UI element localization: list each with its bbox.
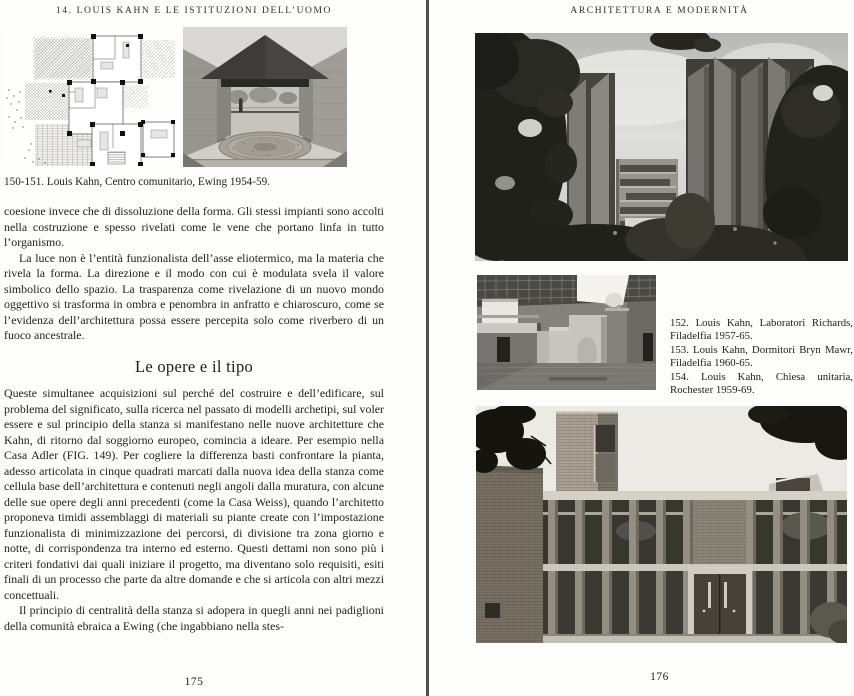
left-running-header: 14. LOUIS KAHN E LE ISTITUZIONI DELL’UOMO xyxy=(55,6,333,16)
right-running-header: ARCHITETTURA E MODERNITÀ xyxy=(570,6,749,16)
photo-caption: 153. Louis Kahn, Dormitori Bryn Mawr, Filadelfia 1960-65. xyxy=(670,343,853,370)
facade-photo-drawing xyxy=(476,406,847,643)
pavilion-photo-drawing xyxy=(183,27,347,167)
photo-captions xyxy=(670,317,853,397)
body-text xyxy=(4,204,384,634)
interior-photo-drawing xyxy=(477,275,656,390)
left-page-number: 175 xyxy=(184,676,204,688)
right-page-number: 176 xyxy=(650,671,669,683)
photo-caption: 154. Louis Kahn, Chiesa unitaria, Rochester 1959-69. xyxy=(670,370,853,397)
body-paragraph: Il principio di centralità della stanza si adopera in quegli anni nei padiglioni della comunità ebraica a Ewing (che ingabbiano nella stes- xyxy=(4,603,384,633)
body-paragraph: coesione invece che di dissoluzione della forma. Gli stessi impianti sono accolti nella costruzione e spesso rivelati come le vene che portano linfa in tutto l’organismo. xyxy=(4,204,384,249)
left-page xyxy=(0,0,426,696)
unitarian-church-photo xyxy=(476,406,847,643)
floor-plan-drawing xyxy=(5,32,175,166)
richards-labs-photo xyxy=(475,33,848,261)
ewing-pavilion-photo xyxy=(183,27,347,167)
ewing-plan-image xyxy=(5,32,175,166)
body-paragraph: Queste simultanee acquisizioni sul perché del costruire e dell’edificare, sul problema del significato, sulla ricerca nel passato di modelli archetipi, sul voler essere e sul principio della stanza si manifestano nelle nuove architetture che Kahn, di ritorno dal soggiorno europeo, comincia a ideare. Per esempio nella Casa Adler (FIG. 149). Per cogliere la differenza basti confrontare la pianta, adesso articolata in cinque quadrati marcati dalla nuova idea della stanza come cellula base dell’architettura e contenuti negli angoli dalla muratura, con alcune delle sue opere degli anni precedenti (come la Casa Weiss), quando l’architetto proponeva timidi assemblaggi di materiali su piante create con l’impostazione funzionalista di minimizzazione dei percorsi, di divisione tra zona giorno e notte, di corrispondenza tra interno ed esterno. Questi dettami non sono più i criteri fondativi dai quali iniziare il progetto, ma diventano solo requisiti, esiti finali di un processo che parte da altre domande e che si articola con altri mezzi concettuali. xyxy=(4,386,384,602)
richards-photo-drawing xyxy=(475,33,848,261)
photo-caption: 152. Louis Kahn, Laboratori Richards, Filadelfia 1957-65. xyxy=(670,317,853,343)
section-heading: Le opere e il tipo xyxy=(134,356,254,376)
right-page xyxy=(429,0,854,696)
figure-caption: 150-151. Louis Kahn, Centro comunitario, Ewing 1954-59. xyxy=(4,176,270,188)
body-paragraph: La luce non è l’entità funzionalista dell’asse eliotermico, ma la materia che rivela la forma. La direzione e il modo con cui è modulata svela il valore simbolico dello spazio. La trasparenza come rivelazione di un nuovo mondo oggettivo si trasforma in ombra e penombra in anfratto e chiaroscuro, come se l’evidenza dell’architettura possa essere percepita solo come riverbero di un fuoco ancestrale. xyxy=(4,250,384,342)
bryn-mawr-interior-photo xyxy=(477,275,656,390)
